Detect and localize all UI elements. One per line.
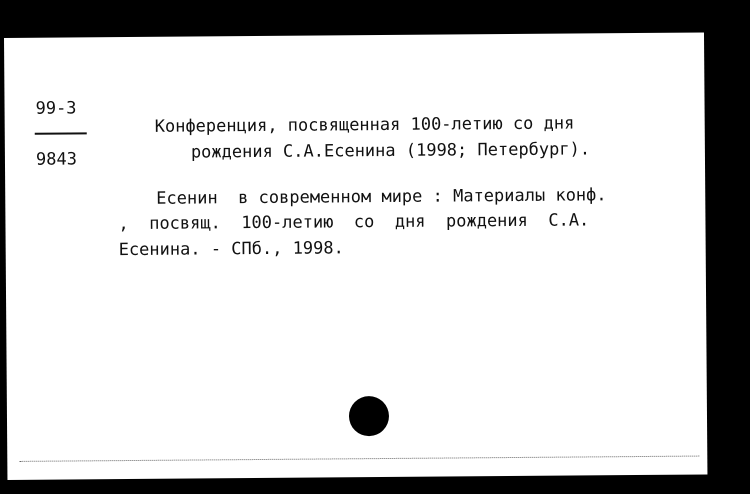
description-line-1: Есенин в современном мире : Материалы конф. xyxy=(156,185,607,209)
catalog-card xyxy=(4,33,707,480)
heading-line-1: Конференция, посвященная 100-летию со дня xyxy=(154,113,575,137)
bottom-dotted-line xyxy=(19,456,699,462)
call-number-bottom: 9843 xyxy=(35,149,77,170)
description-line-2: , посвящ. 100-летию со дня рождения С.А. xyxy=(118,210,590,235)
punch-hole xyxy=(349,396,389,436)
heading-line-2: рождения С.А.Есенина (1998; Петербург). xyxy=(190,139,591,163)
description-line-3: Есенина. - СПб., 1998. xyxy=(118,238,344,261)
call-number-top: 99-3 xyxy=(35,98,77,119)
call-number-divider xyxy=(35,132,87,134)
